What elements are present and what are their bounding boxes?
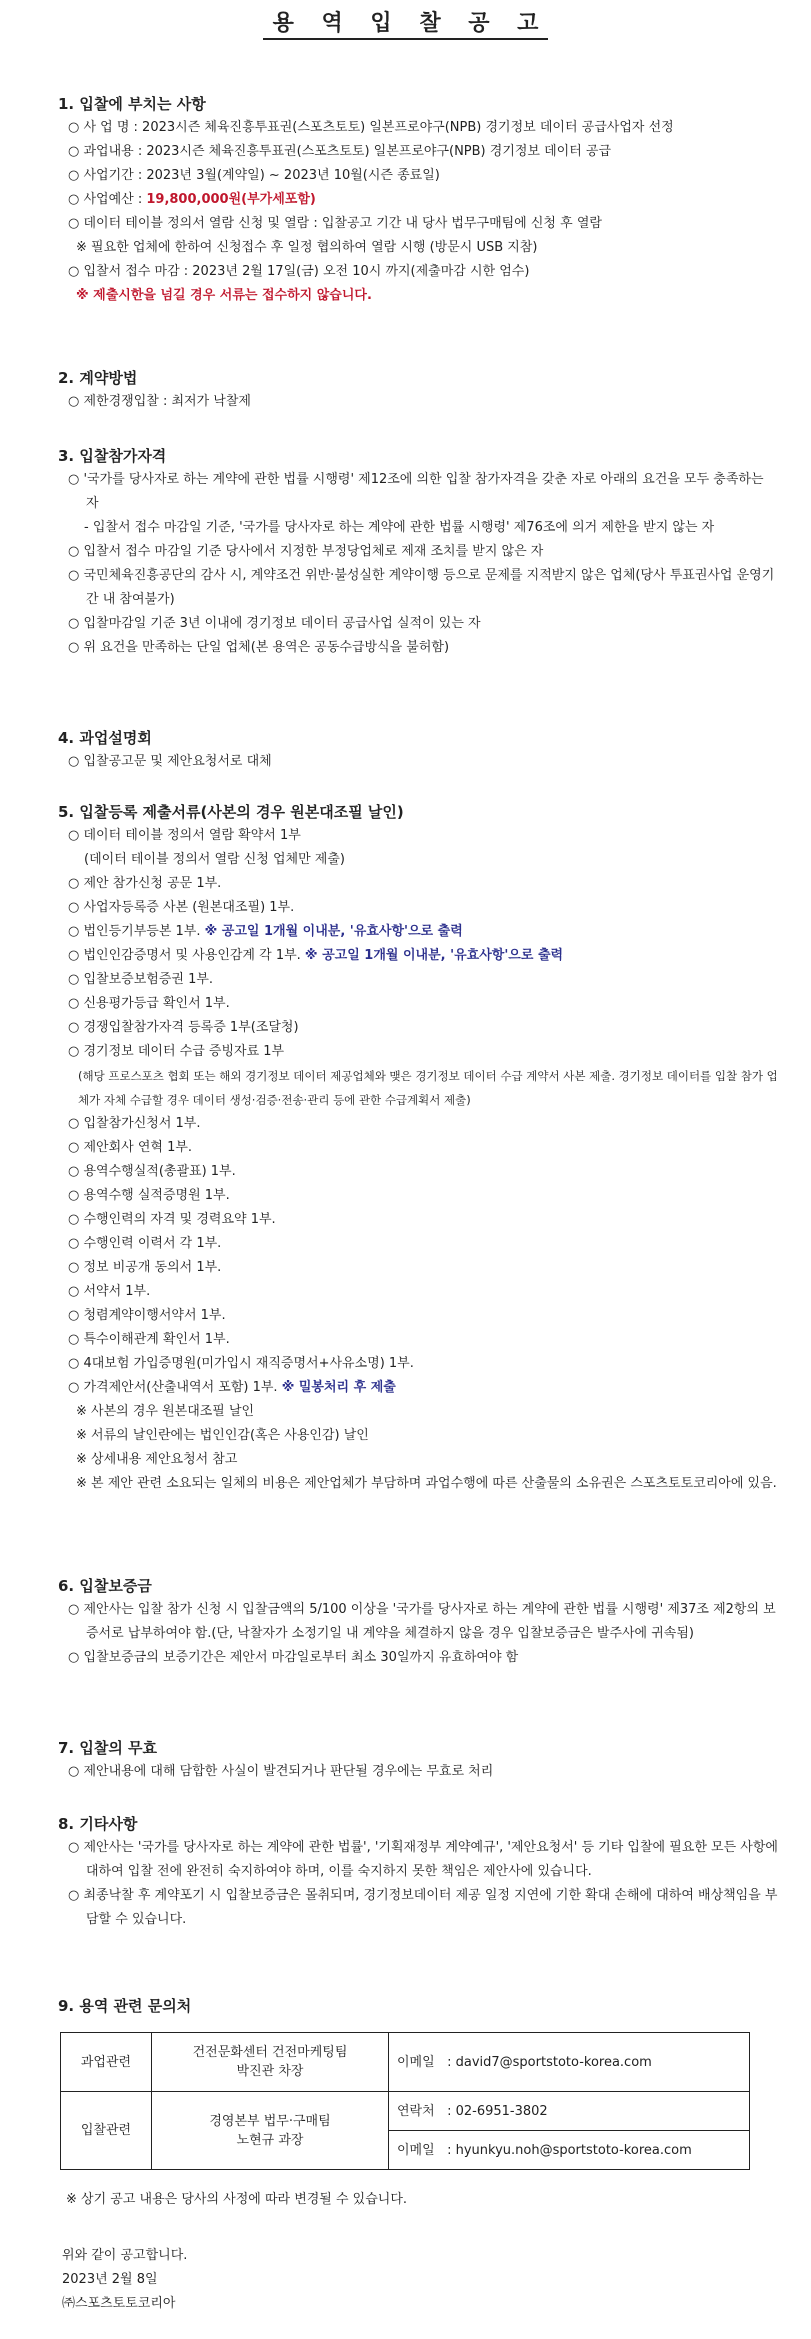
text-line <box>68 944 778 968</box>
text-line: ○ 경쟁입찰참가자격 등록증 1부(조달청) <box>68 1020 299 1035</box>
text-line: ○ 신용평가등급 확인서 1부. <box>68 996 230 1011</box>
text-line: ○ '국가를 당사자로 하는 계약에 관한 법률 시행령' 제12조에 의한 입찰 참가자격을 갖춘 자로 아래의 요건을 모두 충족하는 자 <box>68 472 764 511</box>
company-name: ㈜스포츠토토코리아 <box>62 2296 176 2311</box>
email-link[interactable]: : david7@sportstoto-korea.com <box>447 2054 652 2070</box>
text-line: ○ 데이터 테이블 정의서 열람 신청 및 열람 : 입찰공고 기간 내 당사 법무구매팀에 신청 후 열람 <box>68 216 602 231</box>
contact-table <box>60 2032 750 2170</box>
section-heading: 9. 용역 관련 문의처 <box>58 1997 192 2015</box>
section-heading: 6. 입찰보증금 <box>58 1577 152 1595</box>
email-label: 이메일 <box>397 2054 435 2070</box>
text-line: ※ 본 제안 관련 소요되는 일체의 비용은 제안업체가 부담하며 과업수행에 따른 산출물의 소유권은 스포츠토토코리아에 있음. <box>76 1476 777 1491</box>
section-heading: 3. 입찰참가자격 <box>58 447 167 465</box>
section-8 <box>58 1812 778 1932</box>
text-line: ○ 입찰마감일 기준 3년 이내에 경기정보 데이터 공급사업 실적이 있는 자 <box>68 616 481 631</box>
text-line: ○ 수행인력 이력서 각 1부. <box>68 1236 222 1251</box>
text-line: ○ 정보 비공개 동의서 1부. <box>68 1260 222 1275</box>
phone-value: : 02-6951-3802 <box>447 2103 548 2119</box>
text-line <box>68 920 778 944</box>
footer-note: ※ 상기 공고 내용은 당사의 사정에 따라 변경될 수 있습니다. <box>66 2192 408 2207</box>
table-cell <box>389 2131 750 2170</box>
section-heading: 1. 입찰에 부치는 사항 <box>58 95 206 113</box>
text-line: ○ 청렴계약이행서약서 1부. <box>68 1308 226 1323</box>
text-line <box>68 1376 778 1400</box>
text-label: ○ 법인등기부등본 1부. <box>68 924 205 939</box>
section-heading: 8. 기타사항 <box>58 1815 138 1833</box>
text-line: ○ 특수이해관계 확인서 1부. <box>68 1332 230 1347</box>
text-line: ○ 과업내용 : 2023시즌 체육진흥투표권(스포츠토토) 일본프로야구(NPB) 경기정보 데이터 공급 <box>68 144 612 159</box>
dept-text: 건전문화센터 건전마케팅팀 <box>192 2045 348 2060</box>
text-line: ○ 위 요건을 만족하는 단일 업체(본 용역은 공동수급방식을 불허함) <box>68 640 450 655</box>
table-cell <box>152 2092 389 2170</box>
section-4 <box>58 726 778 774</box>
text-line: ○ 입찰보증보험증권 1부. <box>68 972 214 987</box>
note-text: ※ 공고일 1개월 이내분, '유효사항'으로 출력 <box>304 948 564 963</box>
page-title: 용 역 입 찰 공 고 <box>0 6 811 37</box>
phone-label: 연락처 <box>397 2103 435 2119</box>
text-line: ○ 입찰서 접수 마감 : 2023년 2월 17일(금) 오전 10시 까지(제출마감 시한 엄수) <box>68 264 530 279</box>
text-line: ○ 사업자등록증 사본 (원본대조필) 1부. <box>68 900 295 915</box>
person-text: 박진관 차장 <box>236 2064 304 2079</box>
text-line: ○ 수행인력의 자격 및 경력요약 1부. <box>68 1212 276 1227</box>
note-text: ※ 공고일 1개월 이내분, '유효사항'으로 출력 <box>204 924 463 939</box>
section-7 <box>58 1736 778 1784</box>
text-line: (해당 프로스포츠 협회 또는 해외 경기정보 데이터 제공업체와 맺은 경기정보 데이터 수급 계약서 사본 제출. 경기정보 데이터를 입찰 참가 업체가 자체 수급할 경우 데이터 생성·검증·전송·관리 등에 관한 수급계획서 제출) <box>78 1069 778 1107</box>
announcement-date: 2023년 2월 8일 <box>62 2272 158 2287</box>
section-2 <box>58 366 778 414</box>
section-6 <box>58 1574 778 1670</box>
section-3 <box>58 444 778 660</box>
section-heading: 2. 계약방법 <box>58 369 138 387</box>
text-line: (데이터 테이블 정의서 열람 신청 업체만 제출) <box>84 852 345 867</box>
section-9 <box>58 1994 778 2018</box>
budget-value: 19,800,000원(부가세포함) <box>146 192 316 207</box>
section-1 <box>58 92 778 308</box>
text-line: ○ 입찰서 접수 마감일 기준 당사에서 지정한 부정당업체로 제재 조치를 받지 않은 자 <box>68 544 544 559</box>
text-line: ※ 사본의 경우 원본대조필 날인 <box>76 1404 255 1419</box>
text-line: ※ 필요한 업체에 한하여 신청접수 후 일정 협의하여 열람 시행 (방문시 USB 지참) <box>76 240 538 255</box>
text-line: ○ 입찰공고문 및 제안요청서로 대체 <box>68 754 272 769</box>
text-line: ○ 국민체육진흥공단의 감사 시, 계약조건 위반·불성실한 계약이행 등으로 문제를 지적받지 않은 업체(당사 투표권사업 운영기간 내 참여불가) <box>68 568 775 607</box>
table-cell <box>389 2033 750 2092</box>
table-cell <box>152 2033 389 2092</box>
text-line: ○ 제안사는 '국가를 당사자로 하는 계약에 관한 법률', '기획재정부 계약예규', '제안요청서' 등 기타 입찰에 필요한 모든 사항에 대하여 입찰 전에 완전히 숙지하여야 하며, 이를 숙지하지 못한 책임은 제안사에 있습니다. <box>68 1840 778 1879</box>
text-line: ○ 입찰보증금의 보증기간은 제안서 마감일로부터 최소 30일까지 유효하여야 함 <box>68 1650 519 1665</box>
deadline-warning: ※ 제출시한을 넘길 경우 서류는 접수하지 않습니다. <box>76 288 372 303</box>
text-line <box>68 188 778 212</box>
text-line: ○ 사 업 명 : 2023시즌 체육진흥투표권(스포츠토토) 일본프로야구(NPB) 경기정보 데이터 공급사업자 선정 <box>68 120 674 135</box>
text-line: ○ 제안회사 연혁 1부. <box>68 1140 193 1155</box>
table-row <box>61 2033 750 2092</box>
text-line: - 입찰서 접수 마감일 기준, '국가를 당사자로 하는 계약에 관한 법률 시행령' 제76조에 의거 제한을 받지 않는 자 <box>84 520 715 535</box>
dept-text: 경영본부 법무·구매팀 <box>209 2113 331 2129</box>
text-line: ○ 용역수행 실적증명원 1부. <box>68 1188 230 1203</box>
text-label: ○ 사업예산 : <box>68 192 147 207</box>
email-link[interactable]: : hyunkyu.noh@sportstoto-korea.com <box>447 2142 692 2158</box>
text-label: ○ 가격제안서(산출내역서 포함) 1부. <box>68 1380 282 1395</box>
text-line: ○ 최종낙찰 후 계약포기 시 입찰보증금은 몰취되며, 경기정보데이터 제공 일정 지연에 기한 확대 손해에 대하여 배상책임을 부담할 수 있습니다. <box>68 1888 778 1927</box>
text-line: ○ 데이터 테이블 정의서 열람 확약서 1부 <box>68 828 301 843</box>
text-line: ○ 입찰참가신청서 1부. <box>68 1116 201 1131</box>
table-cell: 과업관련 <box>61 2033 152 2092</box>
table-cell: 입찰관련 <box>61 2092 152 2170</box>
text-line: ○ 사업기간 : 2023년 3월(계약일) ~ 2023년 10월(시즌 종료일) <box>68 168 440 183</box>
note-text: ※ 밀봉처리 후 제출 <box>281 1380 396 1395</box>
text-line: ※ 서류의 날인란에는 법인인감(혹은 사용인감) 날인 <box>76 1428 369 1443</box>
text-line: ○ 4대보험 가입증명원(미가입시 재직증명서+사유소명) 1부. <box>68 1356 414 1371</box>
section-5 <box>58 800 778 1496</box>
section-heading: 4. 과업설명회 <box>58 729 152 747</box>
text-line: ○ 제안내용에 대해 담합한 사실이 발견되거나 판단될 경우에는 무효로 처리 <box>68 1764 494 1779</box>
text-line: ○ 용역수행실적(총괄표) 1부. <box>68 1164 236 1179</box>
section-heading: 7. 입찰의 무효 <box>58 1739 158 1757</box>
text-line: ○ 제한경쟁입찰 : 최저가 낙찰제 <box>68 394 251 409</box>
email-label: 이메일 <box>397 2142 435 2158</box>
text-line: ○ 서약서 1부. <box>68 1284 151 1299</box>
text-line: ○ 제안 참가신청 공문 1부. <box>68 876 222 891</box>
text-line: ○ 제안사는 입찰 참가 신청 시 입찰금액의 5/100 이상을 '국가를 당사자로 하는 계약에 관한 법률 시행령' 제37조 제2항의 보증서로 납부하여야 함.(단, 낙찰자가 소정기일 내 계약을 체결하지 않을 경우 입찰보증금은 발주사에 귀속됨) <box>68 1602 776 1641</box>
section-heading: 5. 입찰등록 제출서류(사본의 경우 원본대조필 날인) <box>58 803 404 821</box>
text-label: ○ 법인인감증명서 및 사용인감계 각 1부. <box>68 948 305 963</box>
text-line: ○ 경기정보 데이터 수급 증빙자료 1부 <box>68 1044 285 1059</box>
person-text: 노현규 과장 <box>236 2132 304 2148</box>
closing-text: 위와 같이 공고합니다. <box>62 2248 188 2263</box>
table-cell <box>389 2092 750 2131</box>
table-row <box>61 2092 750 2131</box>
text-line: ※ 상세내용 제안요청서 참고 <box>76 1452 238 1467</box>
